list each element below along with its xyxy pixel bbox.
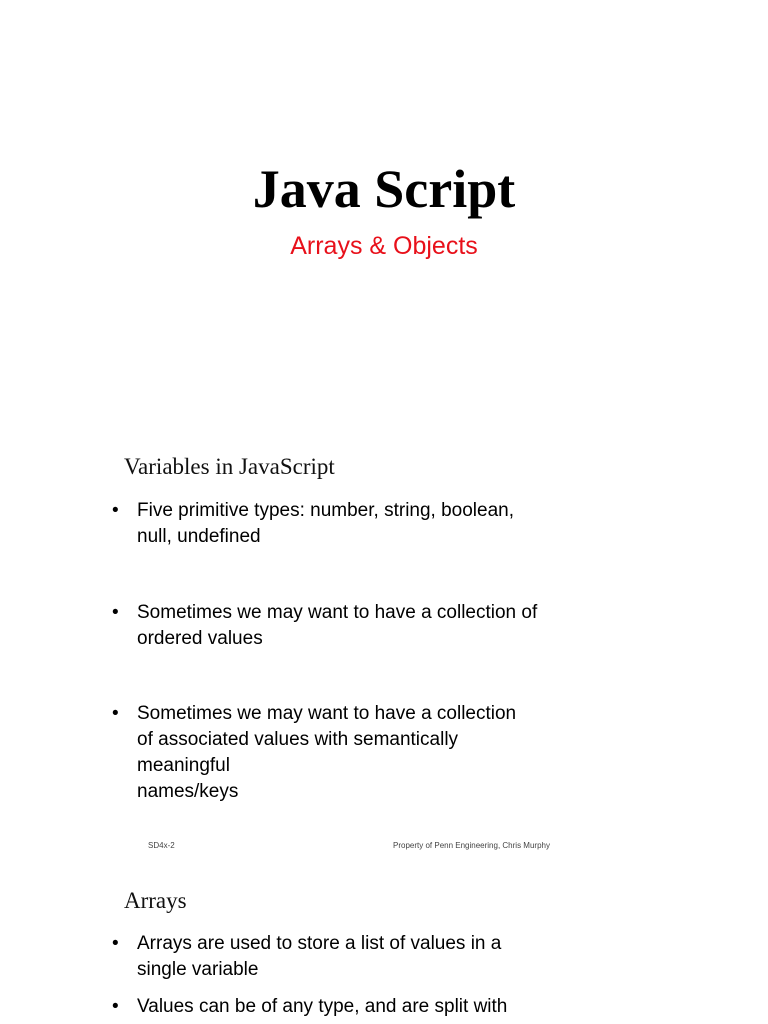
- bullet-text: Five primitive types: number, string, boolean, null, undefined: [137, 500, 515, 547]
- bullet-text: Sometimes we may want to have a collection of ordered values: [137, 602, 538, 649]
- footer-slide-id: SD4x-2: [148, 841, 175, 850]
- bullet-icon: •: [112, 933, 119, 954]
- bullet-icon: •: [112, 703, 119, 724]
- bullet-item: [112, 600, 632, 652]
- slide-title: Java Script: [252, 159, 516, 219]
- section-heading-variables: Variables in JavaScript: [124, 454, 335, 479]
- slide-subtitle: Arrays & Objects: [290, 232, 478, 260]
- bullet-item: [112, 994, 632, 1020]
- bullet-item: [112, 498, 632, 550]
- bullet-icon: •: [112, 500, 119, 521]
- bullet-text: Arrays are used to store a list of values in a single variable: [137, 933, 502, 980]
- bullet-item: [112, 931, 632, 983]
- bullet-icon: •: [112, 602, 119, 623]
- footer-copyright: Property of Penn Engineering, Chris Murphy: [393, 841, 550, 850]
- bullet-icon: •: [112, 996, 119, 1017]
- section-heading-arrays: Arrays: [124, 888, 187, 913]
- bullet-item: [112, 701, 632, 805]
- bullet-text: Sometimes we may want to have a collection of associated values with semantically meaningful names/keys: [137, 703, 517, 802]
- bullet-text: Values can be of any type, and are split with: [137, 996, 508, 1017]
